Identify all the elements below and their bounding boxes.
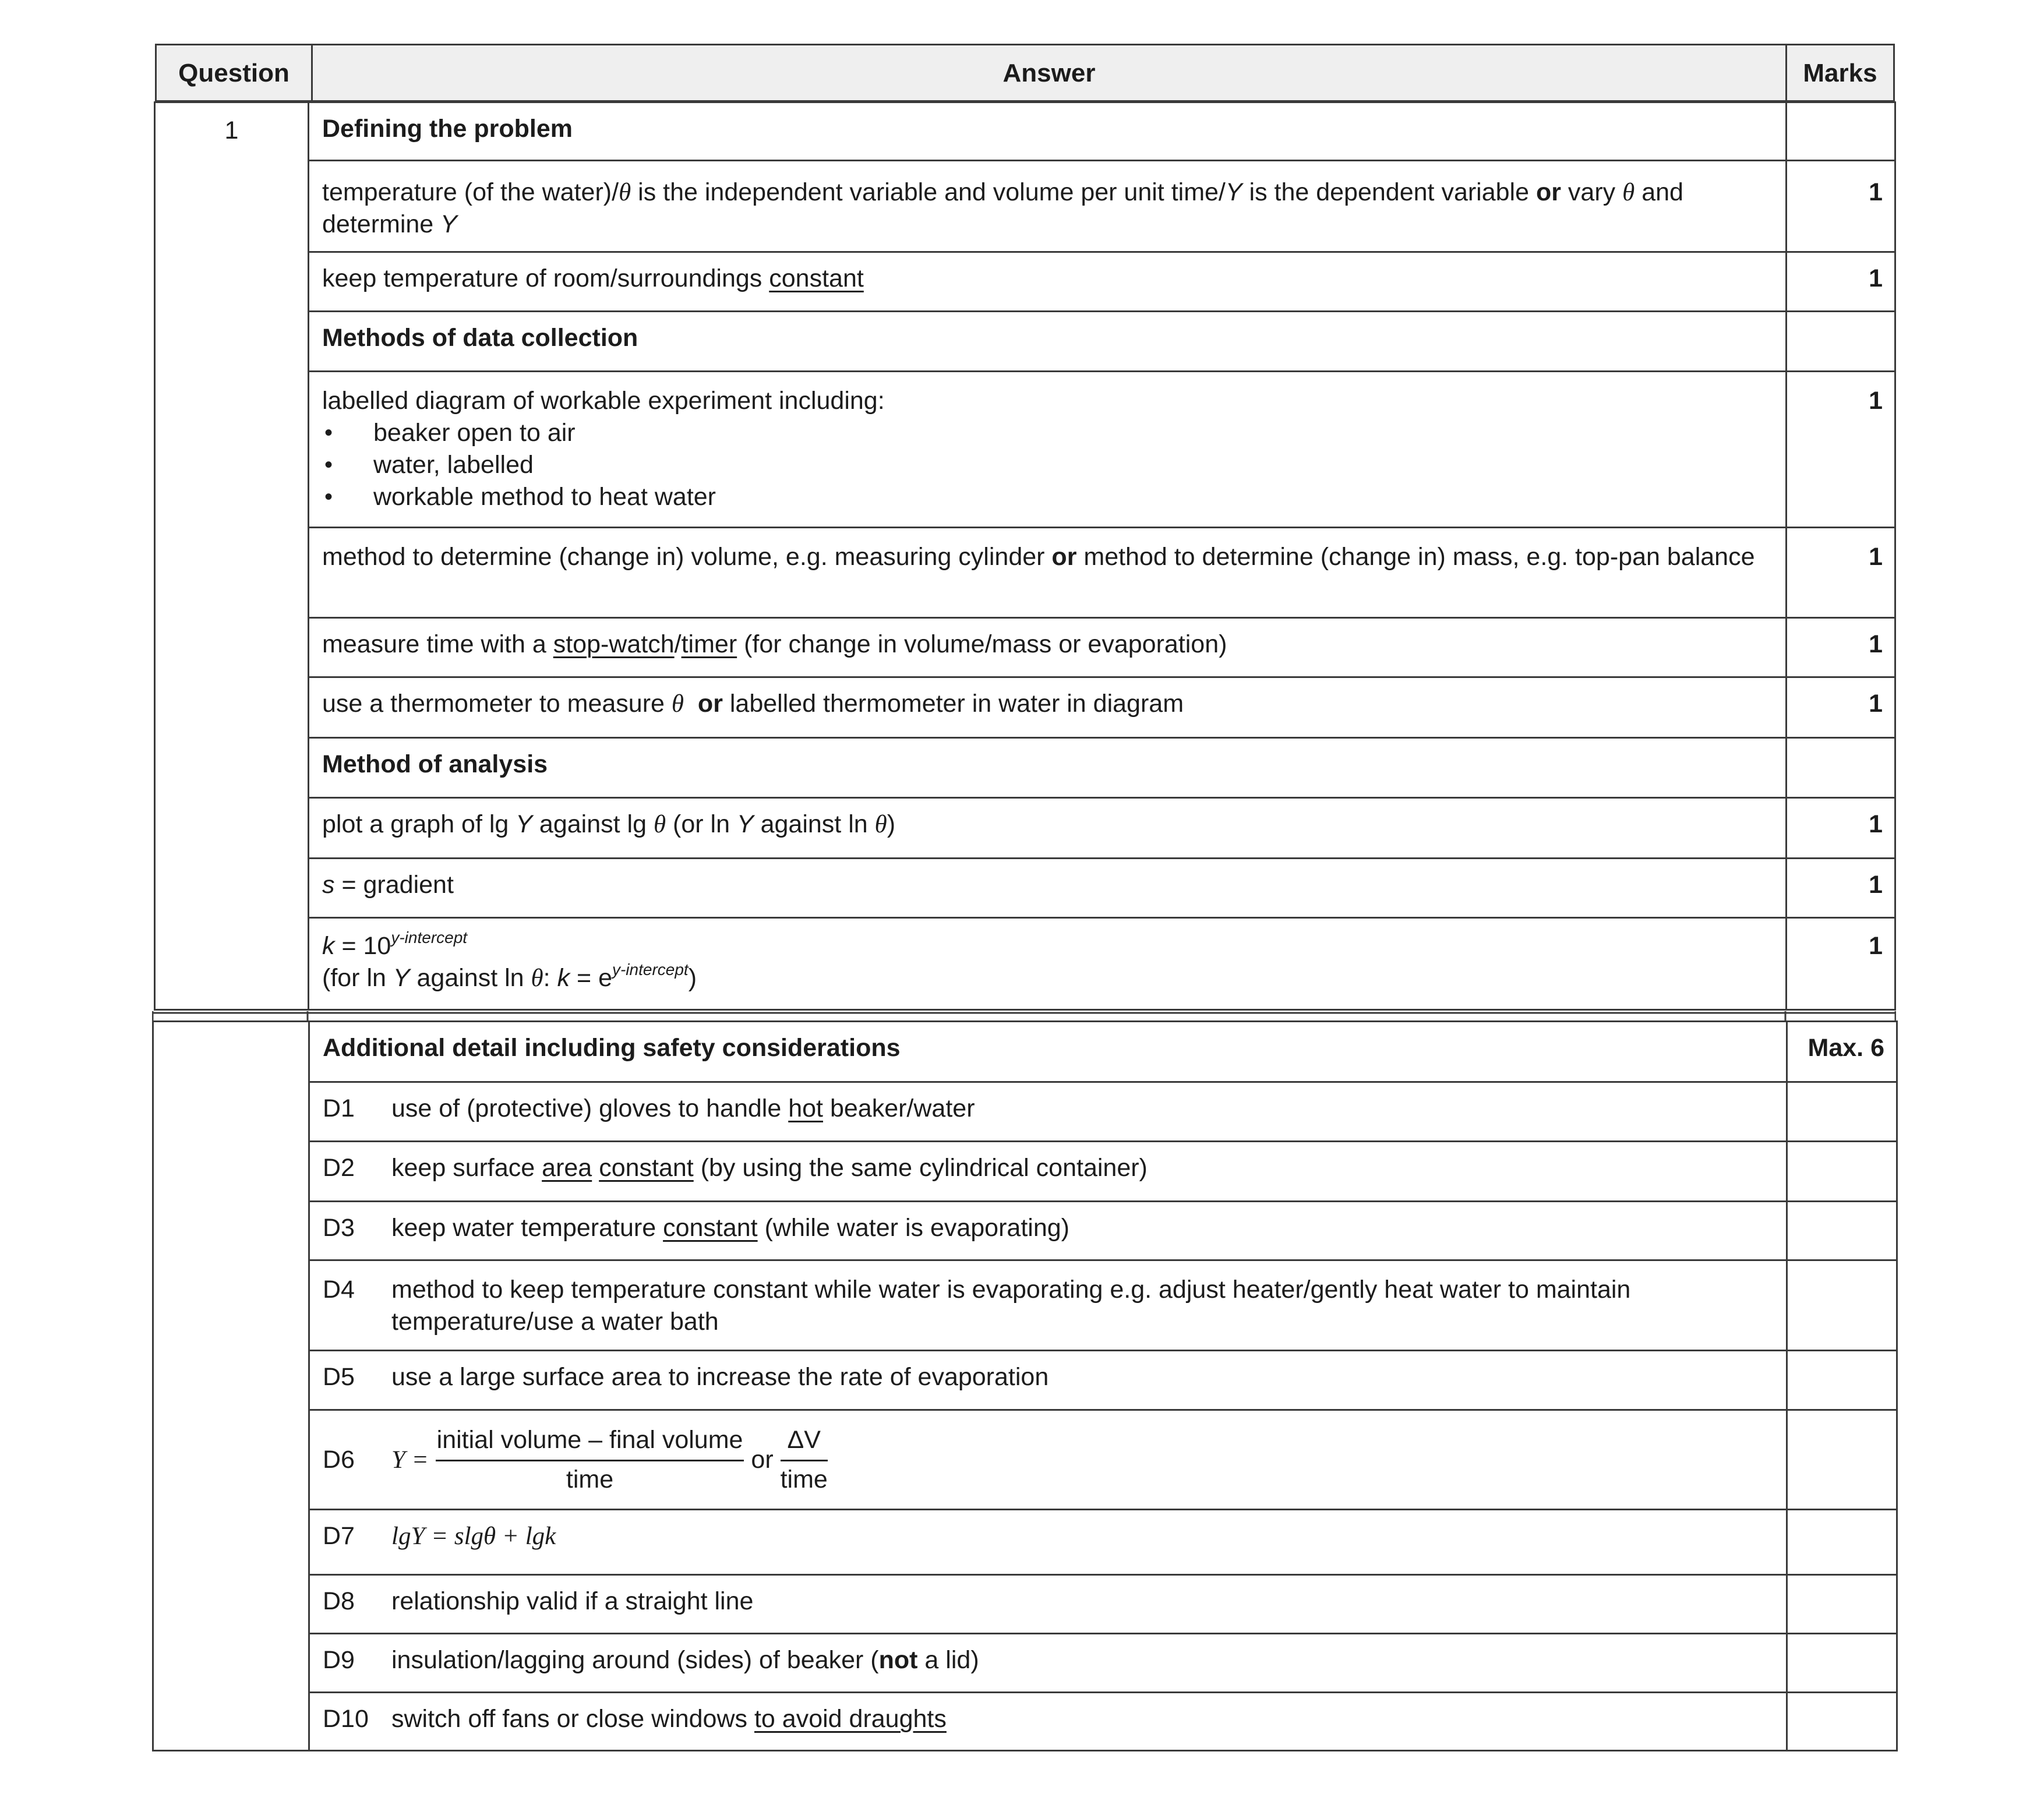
answer-text: labelled thermometer in water in diagram xyxy=(722,690,1184,718)
list-item: • beaker open to air xyxy=(322,417,1773,449)
detail-text: use of (protective) gloves to handle xyxy=(391,1094,789,1122)
answer-room-temperature xyxy=(309,252,1787,312)
y-symbol: Y xyxy=(516,810,532,838)
header-row xyxy=(156,45,1894,101)
answer-text: = e xyxy=(570,964,612,992)
section-heading-additional: Additional detail including safety considerations xyxy=(309,1022,1787,1082)
detail-d9 xyxy=(309,1634,1787,1693)
table-row xyxy=(155,618,1895,677)
answer-column-header: Answer xyxy=(312,45,1787,101)
fraction-denominator: time xyxy=(780,1465,828,1493)
answer-text: vary xyxy=(1561,178,1623,206)
mark-value: 1 xyxy=(1787,798,1895,859)
detail-d6 xyxy=(309,1410,1787,1510)
theta-symbol: θ xyxy=(619,179,631,206)
mark-value: 1 xyxy=(1787,161,1895,252)
theta-symbol: θ xyxy=(1622,179,1635,206)
detail-text: beaker/water xyxy=(823,1094,975,1122)
table-row xyxy=(155,738,1895,798)
marks-cell xyxy=(1787,1575,1897,1634)
marks-cell xyxy=(1787,1410,1897,1510)
detail-d5 xyxy=(309,1351,1787,1410)
detail-label: D1 xyxy=(323,1094,355,1122)
answer-table-section-2 xyxy=(152,1020,1898,1751)
detail-text: keep water temperature xyxy=(391,1214,663,1242)
table-row xyxy=(155,372,1895,528)
answer-text: keep temperature of room/surroundings xyxy=(322,264,769,292)
theta-symbol: θ xyxy=(653,811,666,838)
underlined-text: constant xyxy=(663,1214,758,1242)
answer-text: measure time with a xyxy=(322,630,553,658)
answer-diagram xyxy=(309,372,1787,528)
table-row xyxy=(155,252,1895,312)
answer-text: against ln xyxy=(753,810,875,838)
answer-text: (for change in volume/mass or evaporation) xyxy=(737,630,1227,658)
table-row xyxy=(153,1082,1897,1142)
underlined-text: hot xyxy=(788,1094,823,1122)
y-symbol: Y xyxy=(1225,178,1242,206)
answer-text: labelled diagram of workable experiment including: xyxy=(322,387,885,415)
mark-value: 1 xyxy=(1787,372,1895,528)
marks-cell xyxy=(1787,1260,1897,1351)
table-row xyxy=(155,859,1895,918)
detail-d4 xyxy=(309,1260,1787,1351)
section-heading-defining: Defining the problem xyxy=(309,103,1787,161)
or-keyword: or xyxy=(1051,543,1077,571)
equation-lhs: Y = xyxy=(391,1446,429,1474)
k-symbol: k xyxy=(322,932,335,960)
table-row xyxy=(155,103,1895,161)
marks-cell xyxy=(1787,1634,1897,1693)
question-number-blank xyxy=(153,1022,309,1751)
detail-text: (by using the same cylindrical container) xyxy=(693,1154,1148,1182)
detail-label: D3 xyxy=(323,1214,355,1242)
fraction-delta-v xyxy=(781,1424,828,1496)
marks-column-header: Marks xyxy=(1787,45,1894,101)
detail-text: switch off fans or close windows xyxy=(391,1705,754,1733)
log-equation: lgY = slgθ + lgk xyxy=(391,1523,556,1550)
or-keyword: or xyxy=(697,690,723,718)
detail-text: method to keep temperature constant while water is evaporating e.g. adjust heater/gently heat water to maintain temperature/use a water bath xyxy=(391,1276,1631,1336)
detail-label: D7 xyxy=(323,1522,355,1550)
mark-value: 1 xyxy=(1787,677,1895,738)
s-symbol: s xyxy=(322,871,335,899)
answer-text: against lg xyxy=(532,810,654,838)
section-heading-analysis: Method of analysis xyxy=(309,738,1787,798)
answer-text: is the independent variable and volume per unit time/ xyxy=(631,178,1226,206)
answer-text: temperature (of the water)/ xyxy=(322,178,619,206)
theta-symbol: θ xyxy=(874,811,887,838)
detail-d10 xyxy=(309,1693,1787,1751)
underlined-text: area xyxy=(542,1154,592,1182)
k-symbol: k xyxy=(557,964,570,992)
detail-d2 xyxy=(309,1142,1787,1202)
underlined-text: to avoid draughts xyxy=(754,1705,947,1733)
answer-volume-method xyxy=(309,528,1787,618)
detail-label: D6 xyxy=(323,1445,355,1474)
answer-line xyxy=(322,930,1773,962)
answer-plot xyxy=(309,798,1787,859)
theta-symbol: θ xyxy=(671,690,684,718)
detail-label: D5 xyxy=(323,1363,355,1391)
fraction-numerator: initial volume – final volume xyxy=(436,1424,744,1461)
not-keyword: not xyxy=(878,1646,918,1674)
table-row xyxy=(155,918,1895,1010)
answer-time-measure xyxy=(309,618,1787,677)
superscript: y-intercept xyxy=(612,960,689,979)
underlined-text: constant xyxy=(599,1154,694,1182)
y-symbol: Y xyxy=(440,210,457,238)
detail-text: a lid) xyxy=(917,1646,979,1674)
table-row xyxy=(153,1022,1897,1082)
answer-variables xyxy=(309,161,1787,252)
answer-text: method to determine (change in) volume, e.g. measuring cylinder xyxy=(322,543,1052,571)
question-column-header: Question xyxy=(156,45,312,101)
detail-label: D10 xyxy=(323,1705,369,1733)
marks-cell xyxy=(1787,1510,1897,1575)
bullet-list xyxy=(322,417,1773,513)
detail-d1 xyxy=(309,1082,1787,1142)
or-text: or xyxy=(751,1445,774,1474)
fraction-volume-change xyxy=(436,1424,744,1496)
underlined-text: stop-watch xyxy=(553,630,675,658)
detail-text: relationship valid if a straight line xyxy=(391,1587,754,1615)
detail-label: D9 xyxy=(323,1646,355,1674)
table-row xyxy=(155,312,1895,372)
answer-line xyxy=(322,962,1773,994)
marks-cell xyxy=(1787,1693,1897,1751)
marks-cell xyxy=(1787,312,1895,372)
answer-thermometer xyxy=(309,677,1787,738)
table-row xyxy=(153,1510,1897,1575)
header-table xyxy=(155,44,1895,102)
underlined-text: timer xyxy=(681,630,737,658)
answer-text: against ln xyxy=(409,964,531,992)
table-row xyxy=(153,1142,1897,1202)
answer-text: is the dependent variable xyxy=(1242,178,1536,206)
detail-text: use a large surface area to increase the rate of evaporation xyxy=(391,1363,1049,1391)
answer-text: / xyxy=(674,630,682,658)
table-row xyxy=(153,1202,1897,1260)
y-symbol: Y xyxy=(393,964,410,992)
section-divider xyxy=(152,1011,1896,1020)
max-mark: Max. 6 xyxy=(1787,1022,1897,1082)
underlined-text: constant xyxy=(769,264,864,292)
answer-text: use a thermometer to measure xyxy=(322,690,672,718)
answer-text: = 10 xyxy=(334,932,391,960)
answer-text: ) xyxy=(688,964,697,992)
detail-d8 xyxy=(309,1575,1787,1634)
detail-text: keep surface xyxy=(391,1154,542,1182)
detail-d7 xyxy=(309,1510,1787,1575)
answer-text: method to determine (change in) mass, e.g. top-pan balance xyxy=(1076,543,1755,571)
answer-text: = gradient xyxy=(334,871,454,899)
table-row xyxy=(153,1260,1897,1351)
table-row xyxy=(155,798,1895,859)
list-item: • water, labelled xyxy=(322,449,1773,481)
marks-cell xyxy=(1787,1082,1897,1142)
table-row xyxy=(153,1634,1897,1693)
answer-text: (for ln xyxy=(322,964,393,992)
marks-cell xyxy=(1787,1202,1897,1260)
marks-cell xyxy=(1787,738,1895,798)
or-keyword: or xyxy=(1535,178,1561,206)
answer-text: and determine xyxy=(322,178,1683,238)
table-row xyxy=(153,1693,1897,1751)
mark-value: 1 xyxy=(1787,528,1895,618)
mark-value: 1 xyxy=(1787,859,1895,918)
list-item: • workable method to heat water xyxy=(322,481,1773,513)
answer-text: ) xyxy=(887,810,896,838)
marks-cell xyxy=(1787,103,1895,161)
fraction-denominator: time xyxy=(566,1465,614,1493)
answer-table-section-1 xyxy=(154,101,1896,1011)
table-row xyxy=(155,161,1895,252)
marks-cell xyxy=(1787,1351,1897,1410)
superscript: y-intercept xyxy=(391,928,468,947)
mark-value: 1 xyxy=(1787,918,1895,1010)
detail-text: (while water is evaporating) xyxy=(757,1214,1069,1242)
table-row xyxy=(153,1410,1897,1510)
theta-symbol: θ xyxy=(531,965,543,992)
answer-text: : xyxy=(543,964,557,992)
mark-value: 1 xyxy=(1787,618,1895,677)
detail-label: D2 xyxy=(323,1154,355,1182)
detail-label: D8 xyxy=(323,1587,355,1615)
table-row xyxy=(155,528,1895,618)
answer-intercept xyxy=(309,918,1787,1010)
table-row xyxy=(155,677,1895,738)
fraction-numerator: ΔV xyxy=(781,1424,828,1461)
section-heading-methods: Methods of data collection xyxy=(309,312,1787,372)
question-number: 1 xyxy=(155,103,309,1010)
marks-cell xyxy=(1787,1142,1897,1202)
y-symbol: Y xyxy=(736,810,754,838)
answer-text: (or ln xyxy=(666,810,737,838)
table-row xyxy=(153,1575,1897,1634)
detail-text: insulation/lagging around (sides) of beaker ( xyxy=(391,1646,879,1674)
mark-value: 1 xyxy=(1787,252,1895,312)
answer-gradient xyxy=(309,859,1787,918)
detail-label: D4 xyxy=(323,1276,355,1304)
table-row xyxy=(153,1351,1897,1410)
answer-text: plot a graph of lg xyxy=(322,810,516,838)
detail-d3 xyxy=(309,1202,1787,1260)
